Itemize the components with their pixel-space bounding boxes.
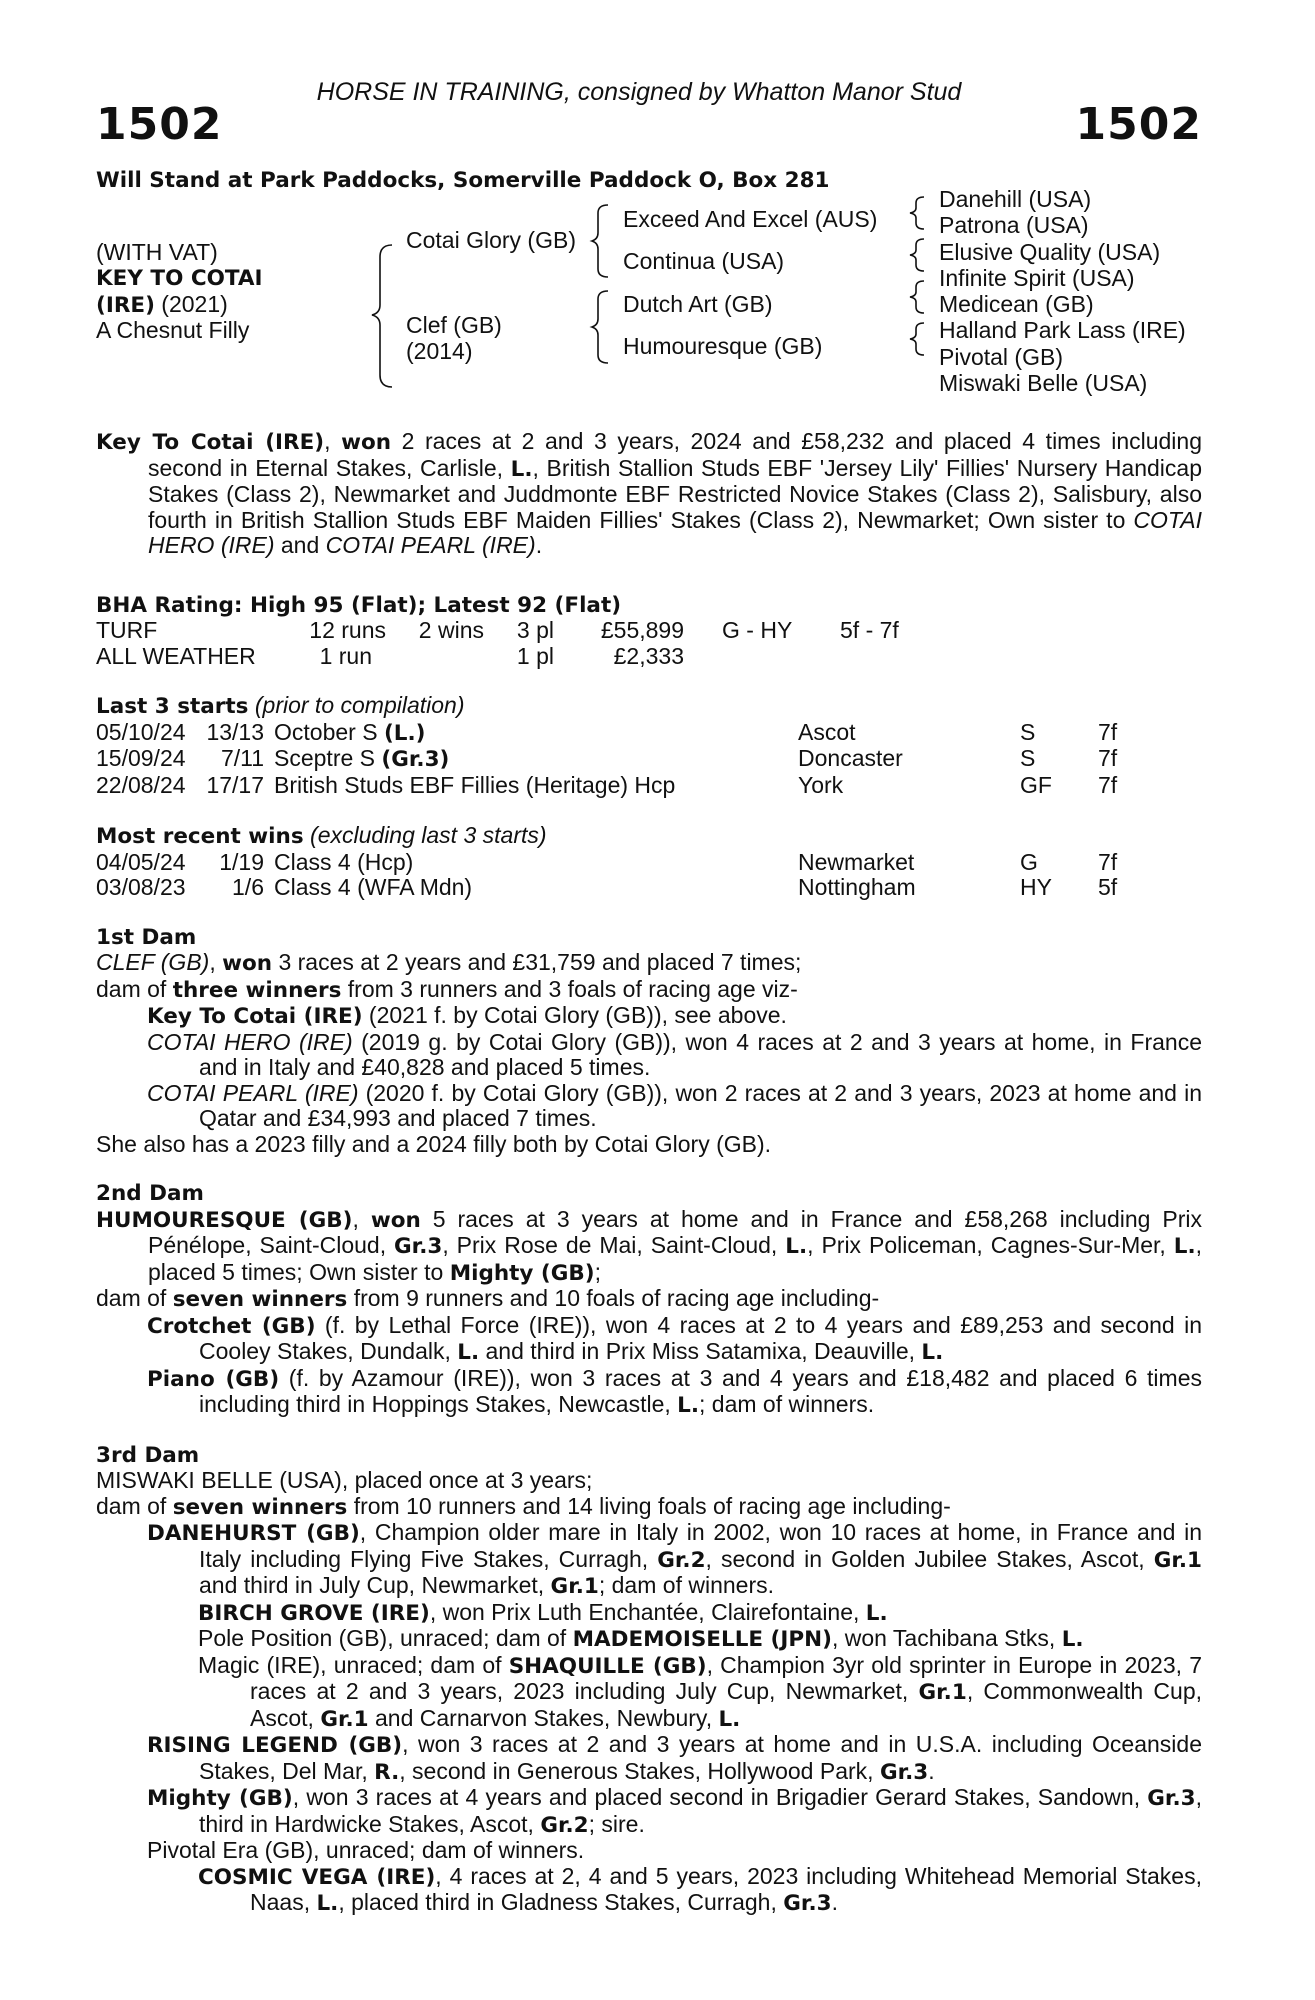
list-item: Mighty (GB), won 3 races at 4 years and placed second in Brigadier Gerard Stakes, Sandown, Gr.3, third in Hardwicke Stakes, Ascot, Gr.2; sire.	[147, 1784, 1202, 1838]
list-item: COTAI HERO (IRE) (2019 g. by Cotai Glory (GB)), won 4 races at 2 and 3 years at home, in France and in Italy and £40,828 and placed 5 times.	[147, 1028, 1202, 1080]
recent-wins-table	[96, 850, 1117, 901]
lot-number-right: 1502	[1075, 98, 1202, 150]
horse-origin: (IRE) (2021)	[96, 291, 228, 318]
dam-year: (2014)	[406, 338, 473, 364]
sire-sire: Exceed And Excel (AUS)	[623, 206, 878, 232]
first-dam-record: CLEF (GB), won 3 races at 2 years and £31,759 and placed 7 times;	[96, 949, 802, 976]
list-item: Piano (GB) (f. by Azamour (IRE)), won 3 races at 3 and 4 years and £18,482 and placed 6 times including third in Hoppings Stakes, Newcastle, L.; dam of winners.	[147, 1364, 1202, 1418]
horse-name: KEY TO COTAI	[96, 266, 263, 291]
third-dam-section	[96, 1443, 1202, 1917]
pedigree-g3-6: Halland Park Lass (IRE)	[939, 317, 1186, 343]
pedigree-g3-2: Patrona (USA)	[939, 212, 1089, 238]
list-item: Magic (IRE), unraced; dam of SHAQUILLE (GB), Champion 3yr old sprinter in Europe in 2023, 7 races at 2 and 3 years, 2023 including July Cup, Newmarket, Gr.1, Commonwealth Cup, Ascot, Gr.1 and Carnarvon Stakes, Newbury, L.	[198, 1651, 1202, 1732]
list-item: Crotchet (GB) (f. by Lethal Force (IRE)), won 4 races at 2 to 4 years and £89,253 and second in Cooley Stakes, Dundalk, L. and third in Prix Miss Satamixa, Deauville, L.	[147, 1311, 1202, 1365]
last-3-table	[96, 720, 1117, 800]
last-3-title: Last 3 starts (prior to compilation)	[96, 692, 465, 719]
consignor-subtitle: HORSE IN TRAINING, consigned by Whatton Manor Stud	[316, 78, 962, 106]
pedigree-g3-8: Miswaki Belle (USA)	[939, 370, 1148, 396]
recent-wins-title: Most recent wins (excluding last 3 starts)	[96, 822, 547, 849]
dam-dam: Humouresque (GB)	[623, 333, 823, 359]
bha-table	[96, 618, 899, 669]
list-item: BIRCH GROVE (IRE), won Prix Luth Enchantée, Clairefontaine, L.	[198, 1598, 888, 1626]
stand-location: Will Stand at Park Paddocks, Somerville Paddock O, Box 281	[96, 167, 830, 193]
first-dam-title: 1st Dam	[96, 924, 197, 950]
last-3-starts-section	[96, 693, 1202, 799]
bha-section	[96, 593, 1202, 670]
table-row: 05/10/24 13/13 October S (L.) Ascot S 7f	[96, 718, 1118, 746]
recent-wins-section	[96, 823, 1202, 901]
list-item: Key To Cotai (IRE) (2021 f. by Cotai Glory (GB)), see above.	[147, 1002, 787, 1029]
third-dam-produce: dam of seven winners from 10 runners and 14 living foals of racing age including-	[96, 1492, 951, 1520]
dam-sire: Dutch Art (GB)	[623, 291, 773, 317]
table-row: TURF 12 runs 2 wins 3 pl £55,899 G - HY 5f - 7f	[96, 617, 899, 643]
bha-title: BHA Rating: High 95 (Flat); Latest 92 (Flat)	[96, 592, 622, 618]
list-item: Pivotal Era (GB), unraced; dam of winners.	[147, 1837, 585, 1863]
table-row: 03/08/23 1/6 Class 4 (WFA Mdn) Nottingham HY 5f	[96, 874, 1118, 900]
pedigree-g3-7: Pivotal (GB)	[939, 344, 1063, 370]
list-item: COTAI PEARL (IRE) (2020 f. by Cotai Glory (GB)), won 2 races at 2 and 3 years, 2023 at home and in Qatar and £34,993 and placed 7 times.	[147, 1079, 1202, 1131]
dam: Clef (GB)	[406, 312, 502, 338]
table-row: 15/09/24 7/11 Sceptre S (Gr.3) Doncaster S 7f	[96, 745, 1118, 772]
pedigree-g3-4: Infinite Spirit (USA)	[939, 265, 1135, 291]
table-row: 04/05/24 1/19 Class 4 (Hcp) Newmarket G 7f	[96, 848, 1118, 875]
pedigree-g3-1: Danehill (USA)	[939, 186, 1092, 212]
second-dam-section	[96, 1181, 1202, 1419]
table-row: 22/08/24 17/17 British Studs EBF Fillies (Heritage) Hcp York GF 7f	[96, 771, 1118, 798]
catalogue-page	[96, 80, 1202, 1917]
list-item: COSMIC VEGA (IRE), 4 races at 2, 4 and 5 years, 2023 including Whitehead Memorial Stakes, Naas, L., placed third in Gladness Stakes, Curragh, Gr.3.	[198, 1862, 1202, 1916]
pedigree-g3-5: Medicean (GB)	[939, 291, 1094, 317]
first-dam-produce: dam of three winners from 3 runners and 3 foals of racing age viz-	[96, 975, 798, 1003]
vat-note: (WITH VAT)	[96, 239, 218, 265]
table-row: ALL WEATHER 1 run 1 pl £2,333	[96, 642, 684, 669]
third-dam-record: MISWAKI BELLE (USA), placed once at 3 years;	[96, 1467, 593, 1493]
second-dam-title: 2nd Dam	[96, 1181, 204, 1206]
summary-paragraph: Key To Cotai (IRE), won 2 races at 2 and 3 years, 2024 and £58,232 and placed 4 times including second in Eternal Stakes, Carlisle, L., British Stallion Studs EBF 'Jersey Lily' Fillies' Nursery Handicap Stakes (Class 2), Newmarket and Juddmonte EBF Restricted Novice Stakes (Class 2), Salisbury, also fourth in British Stallion Studs EBF Maiden Fillies' Stakes (Class 2), Newmarket; Own sister to COTAI HERO (IRE) and COTAI PEARL (IRE).	[96, 428, 1202, 558]
list-item: Pole Position (GB), unraced; dam of MADEMOISELLE (JPN), won Tachibana Stks, L.	[198, 1625, 1084, 1652]
second-dam-produce: dam of seven winners from 9 runners and 10 foals of racing age including-	[96, 1285, 880, 1312]
sire-dam: Continua (USA)	[623, 248, 785, 274]
third-dam-title: 3rd Dam	[96, 1442, 200, 1468]
first-dam-section	[96, 925, 1202, 1158]
pedigree-g3-3: Elusive Quality (USA)	[939, 239, 1161, 265]
lot-number-left: 1502	[96, 98, 223, 150]
lot-number-row	[96, 98, 1202, 158]
list-item: DANEHURST (GB), Champion older mare in Italy in 2002, won 10 races at home, in France and in Italy including Flying Five Stakes, Curragh, Gr.2, second in Golden Jubilee Stakes, Ascot, Gr.1 and third in July Cup, Newmarket, Gr.1; dam of winners.	[147, 1519, 1202, 1599]
first-dam-also: She also has a 2023 filly and a 2024 filly both by Cotai Glory (GB).	[96, 1130, 772, 1157]
second-dam-record: HUMOURESQUE (GB), won 5 races at 3 years at home and in France and £58,268 including Prix Pénélope, Saint-Cloud, Gr.3, Prix Rose de Mai, Saint-Cloud, L., Prix Policeman, Cagnes-Sur-Mer, L., placed 5 times; Own sister to Mighty (GB);	[96, 1205, 1203, 1286]
horse-description: A Chesnut Filly	[96, 317, 250, 343]
sire: Cotai Glory (GB)	[406, 227, 576, 253]
list-item: RISING LEGEND (GB), won 3 races at 2 and 3 years at home and in U.S.A. including Oceanside Stakes, Del Mar, R., second in Generous Stakes, Hollywood Park, Gr.3.	[147, 1731, 1202, 1785]
pedigree-table	[96, 186, 1202, 423]
